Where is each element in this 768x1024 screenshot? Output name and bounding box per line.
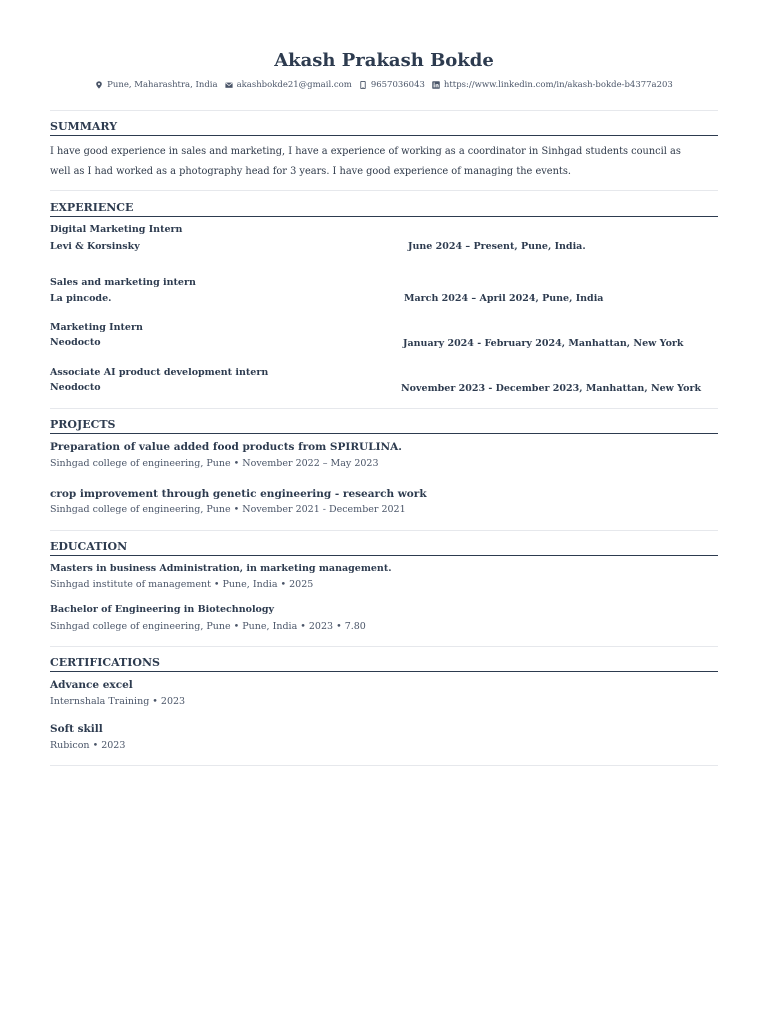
summary-heading: SUMMARY [50, 120, 718, 136]
contact-phone[interactable] [359, 80, 425, 90]
divider [50, 646, 718, 647]
map-pin-icon [95, 81, 103, 89]
linkedin-icon [432, 81, 440, 89]
certification-details: Internshala Training • 2023 [50, 696, 186, 707]
experience-role: Associate AI product development intern [50, 367, 269, 378]
certification-name: Advance excel [50, 679, 133, 691]
contact-bar [0, 80, 768, 90]
divider [50, 190, 718, 191]
education-heading: EDUCATION [50, 540, 718, 556]
summary-text: I have good experience in sales and marketing, I have a experience of working as a coordinator in Sinhgad students council as well as I had worked as a photography head for 3 years. I have good experience of managing the events. [50, 146, 681, 177]
project-details: Sinhgad college of engineering, Pune • November 2021 - December 2021 [50, 504, 406, 515]
experience-dates: March 2024 – April 2024, Pune, India [404, 293, 604, 304]
experience-company: Neodocto [50, 337, 101, 348]
divider [50, 408, 718, 409]
experience-dates: November 2023 - December 2023, Manhattan, New York [401, 383, 702, 394]
experience-dates: January 2024 - February 2024, Manhattan, New York [403, 338, 684, 349]
certification-name: Soft skill [50, 723, 103, 735]
phone-icon [359, 81, 367, 89]
experience-role: Digital Marketing Intern [50, 224, 183, 235]
project-details: Sinhgad college of engineering, Pune • November 2022 – May 2023 [50, 458, 379, 469]
experience-dates: June 2024 – Present, Pune, India. [408, 241, 586, 252]
envelope-icon [225, 81, 233, 89]
certifications-heading: CERTIFICATIONS [50, 656, 718, 672]
linkedin-url[interactable]: https://www.linkedin.com/in/akash-bokde-b4377a203 [443, 80, 673, 90]
contact-linkedin[interactable] [432, 80, 673, 90]
divider [50, 765, 718, 766]
experience-company: Neodocto [50, 382, 101, 393]
contact-email[interactable] [225, 80, 352, 90]
experience-role: Marketing Intern [50, 322, 143, 333]
location-text: Pune, Maharashtra, India [107, 80, 218, 90]
education-details: Sinhgad institute of management • Pune, India • 2025 [50, 579, 314, 590]
divider [50, 530, 718, 531]
project-name: crop improvement through genetic engineering - research work [50, 488, 427, 500]
phone-text[interactable]: 9657036043 [370, 80, 425, 90]
experience-heading: EXPERIENCE [50, 201, 718, 217]
experience-role: Sales and marketing intern [50, 277, 196, 288]
experience-company: Levi & Korsinsky [50, 241, 140, 252]
education-degree: Bachelor of Engineering in Biotechnology [50, 604, 275, 615]
education-details: Sinhgad college of engineering, Pune • Pune, India • 2023 • 7.80 [50, 621, 366, 632]
divider [50, 110, 718, 111]
certification-details: Rubicon • 2023 [50, 740, 126, 751]
project-name: Preparation of value added food products from SPIRULINA. [50, 441, 402, 453]
email-text[interactable]: akashbokde21@gmail.com [236, 80, 352, 90]
projects-heading: PROJECTS [50, 418, 718, 434]
contact-location [95, 80, 217, 90]
candidate-name: Akash Prakash Bokde [274, 50, 494, 71]
experience-company: La pincode. [50, 293, 112, 304]
education-degree: Masters in business Administration, in marketing management. [50, 563, 392, 574]
